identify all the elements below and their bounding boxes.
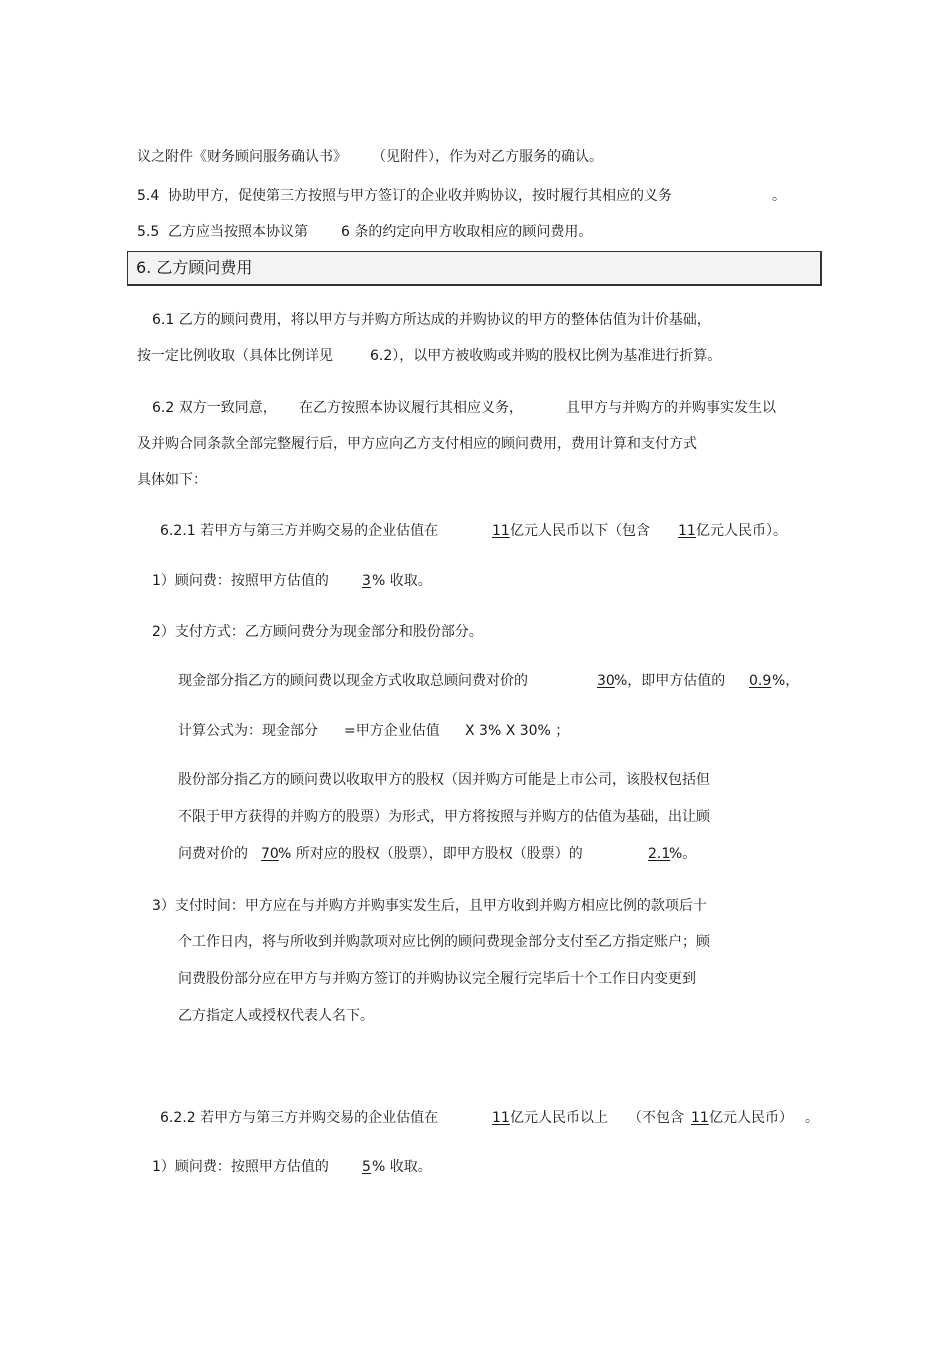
clause-6-2-2-value-2: 11 [691, 1110, 709, 1126]
cash-portion-value-2: 0.9 [749, 673, 772, 689]
payment-time-line-1: 3）支付时间：甲方应在与并购方并购事实发生后，且甲方收到并购方相应比例的款项后十 [152, 898, 707, 914]
share-portion-line-1: 股份部分指乙方的顾问费以收取甲方的股权（因并购方可能是上市公司，该股权包括但 [178, 772, 710, 788]
cash-portion-c: %， [772, 673, 800, 689]
clause-6-2-line-3: 具体如下： [137, 472, 207, 488]
share-portion-value-1: 70 [261, 846, 279, 862]
clause-6-2-1-fee-value: 3 [362, 573, 371, 589]
clause-6-2-2-value-1: 11 [492, 1110, 510, 1126]
clause-6-2-1-payment-method: 2）支付方式：乙方顾问费分为现金部分和股份部分。 [152, 624, 483, 640]
share-portion-value-2: 2.1 [648, 846, 671, 862]
clause-5-5-text-b: 6 条的约定向甲方收取相应的顾问费用。 [341, 224, 593, 240]
clause-6-1-line-2a: 按一定比例收取（具体比例详见 [137, 348, 333, 364]
section-6-heading: 6. 乙方顾问费用 [136, 258, 253, 277]
clause-6-2-1-value-1: 11 [492, 523, 510, 539]
clause-5-3-cont-b: （见附件），作为对乙方服务的确认。 [372, 149, 603, 165]
clause-5-4-end: 。 [772, 188, 786, 204]
clause-6-2-1-fee-a: 1）顾问费：按照甲方估值的 [152, 573, 329, 589]
cash-portion-b: %，即甲方估值的 [614, 673, 726, 689]
section-6-heading-box [127, 251, 822, 286]
clause-6-2-1-b: 亿元人民币以下（包含 [510, 523, 650, 539]
clause-6-2-line-2: 及并购合同条款全部完整履行后，甲方应向乙方支付相应的顾问费用，费用计算和支付方式 [137, 436, 697, 452]
clause-5-3-cont-a: 议之附件《财务顾问服务确认书》 [137, 149, 347, 165]
clause-5-4-text: 协助甲方，促使第三方按照与甲方签订的企业收并购协议，按时履行其相应的义务 [168, 188, 672, 204]
clause-6-1-line-2b: 6.2），以甲方被收购或并购的股权比例为基准进行折算。 [370, 348, 722, 364]
clause-6-2-2-d: 亿元人民币） [709, 1110, 793, 1126]
clause-6-2-2-fee-value: 5 [362, 1159, 371, 1175]
share-portion-line-3b: % 所对应的股权（股票），即甲方股权（股票）的 [278, 846, 583, 862]
payment-time-line-3: 问费股份部分应在甲方与并购方签订的并购协议完全履行完毕后十个工作日内变更到 [178, 971, 696, 987]
clause-6-2-2-c: （不包含 [628, 1110, 684, 1126]
clause-5-5-number: 5.5 [137, 224, 160, 240]
clause-6-2-1-c: 亿元人民币）。 [696, 523, 787, 539]
clause-6-2-2-fee-a: 1）顾问费：按照甲方估值的 [152, 1159, 329, 1175]
clause-6-2-1-a: 6.2.1 若甲方与第三方并购交易的企业估值在 [160, 523, 439, 539]
formula-c: X 3% X 30% ； [465, 723, 570, 739]
payment-time-line-2: 个工作日内，将与所收到并购款项对应比例的顾问费现金部分支付至乙方指定账户；顾 [178, 934, 710, 950]
clause-6-2-2-e: 。 [805, 1110, 819, 1126]
clause-6-2-2-b: 亿元人民币以上 [510, 1110, 608, 1126]
cash-portion-value-1: 30 [597, 673, 615, 689]
cash-portion-a: 现金部分指乙方的顾问费以现金方式收取总顾问费对价的 [178, 673, 528, 689]
clause-6-2-1-value-2: 11 [678, 523, 696, 539]
clause-5-4-number: 5.4 [137, 188, 160, 204]
share-portion-line-3c: %。 [669, 846, 697, 862]
share-portion-line-3a: 问费对价的 [178, 846, 248, 862]
clause-6-2-2-a: 6.2.2 若甲方与第三方并购交易的企业估值在 [160, 1110, 439, 1126]
formula-a: 计算公式为：现金部分 [178, 723, 318, 739]
clause-6-2-1-fee-b: % 收取。 [372, 573, 432, 589]
clause-6-2-line-1c: 且甲方与并购方的并购事实发生以 [566, 400, 776, 416]
clause-6-2-line-1a: 6.2 双方一致同意， [152, 400, 277, 416]
clause-5-5-text-a: 乙方应当按照本协议第 [168, 224, 308, 240]
clause-6-2-2-fee-b: % 收取。 [372, 1159, 432, 1175]
formula-b: =甲方企业估值 [344, 723, 440, 739]
clause-6-2-line-1b: 在乙方按照本协议履行其相应义务， [299, 400, 523, 416]
share-portion-line-2: 不限于甲方获得的并购方的股票）为形式，甲方将按照与并购方的估值为基础，出让顾 [178, 809, 710, 825]
payment-time-line-4: 乙方指定人或授权代表人名下。 [178, 1008, 374, 1024]
clause-6-1-line-1: 6.1 乙方的顾问费用，将以甲方与并购方所达成的并购协议的甲方的整体估值为计价基础， [152, 312, 711, 328]
